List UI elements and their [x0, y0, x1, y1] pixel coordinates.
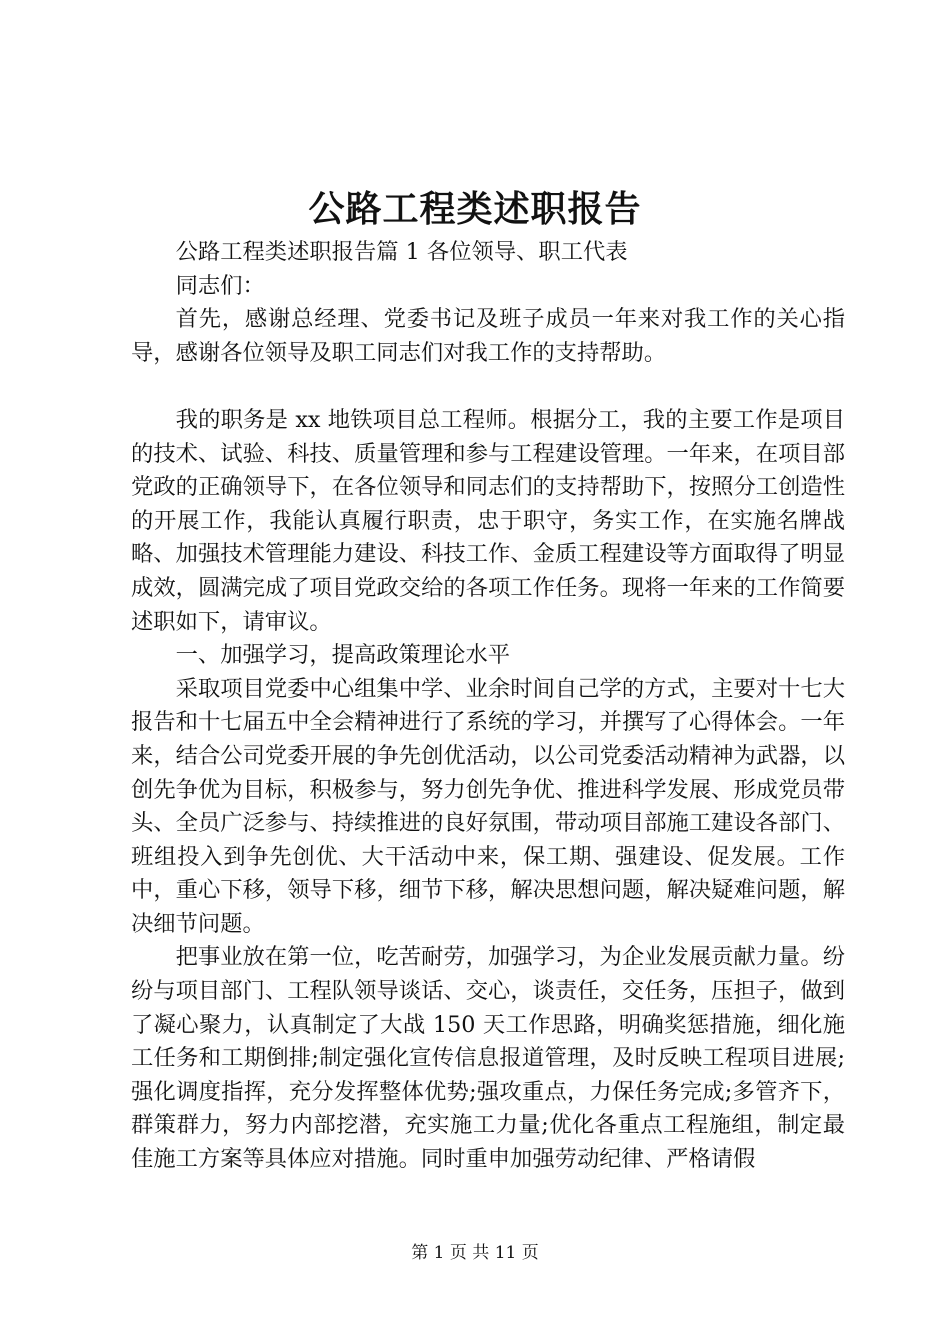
document-title: 公路工程类述职报告 — [308, 188, 642, 230]
page-footer: 第 1 页 共 11 页 — [411, 1243, 539, 1263]
paragraph-study: 采取项目党委中心组集中学、业余时间自己学的方式，主要对十七大报告和十七届五中全会精神进行了系统的学习，并撰写了心得体会。一年来，结合公司党委开展的争先创优活动，以公司党委活动精神为武器，以创先争优为目标，积极参与，努力创先争优、推进科学发展、形成党员带头、全员广泛参与、持续推进的良好氛围，带动项目部施工建设各部门、班组投入到争先创优、大干活动中来，保工期、强建设、促发展。工作中，重心下移，领导下移，细节下移，解决思想问题，解决疑难问题，解决细节问题。 — [131, 675, 845, 937]
paragraph-thanks: 首先，感谢总经理、党委书记及班子成员一年来对我工作的关心指导，感谢各位领导及职工同志们对我工作的支持帮助。 — [131, 306, 845, 366]
paragraph-career: 把事业放在第一位，吃苦耐劳，加强学习，为企业发展贡献力量。纷纷与项目部门、工程队领导谈话、交心，谈责任，交任务，压担子，做到了凝心聚力，认真制定了大战 150 天工作思路，明确奖惩措施，细化施工任务和工期倒排;制定强化宣传信息报道管理，及时反映工程项目进展;强化调度指挥，充分发挥整体优势;强攻重点，力保任务完成;多管齐下，群策群力，努力内部挖潜，充实施工力量;优化各重点工程施组，制定最佳施工方案等具体应对措施。同时重申加强劳动纪律、严格请假 — [131, 944, 845, 1173]
paragraph-duties: 我的职务是 xx 地铁项目总工程师。根据分工，我的主要工作是项目的技术、试验、科技、质量管理和参与工程建设管理。一年来，在项目部党政的正确领导下，在各位领导和同志们的支持帮助下，按照分工创造性的开展工作，我能认真履行职责，忠于职守，务实工作，在实施名牌战略、加强技术管理能力建设、科技工作、金质工程建设等方面取得了明显成效，圆满完成了项目党政交给的各项工作任务。现将一年来的工作简要述职如下，请审议。 — [131, 406, 845, 635]
paragraph-salutation: 同志们： — [175, 272, 265, 299]
section-heading-1: 一、加强学习，提高政策理论水平 — [175, 642, 511, 669]
document-body — [131, 236, 845, 1177]
paragraph-greeting: 公路工程类述职报告篇 1 各位领导、职工代表 — [175, 239, 628, 265]
